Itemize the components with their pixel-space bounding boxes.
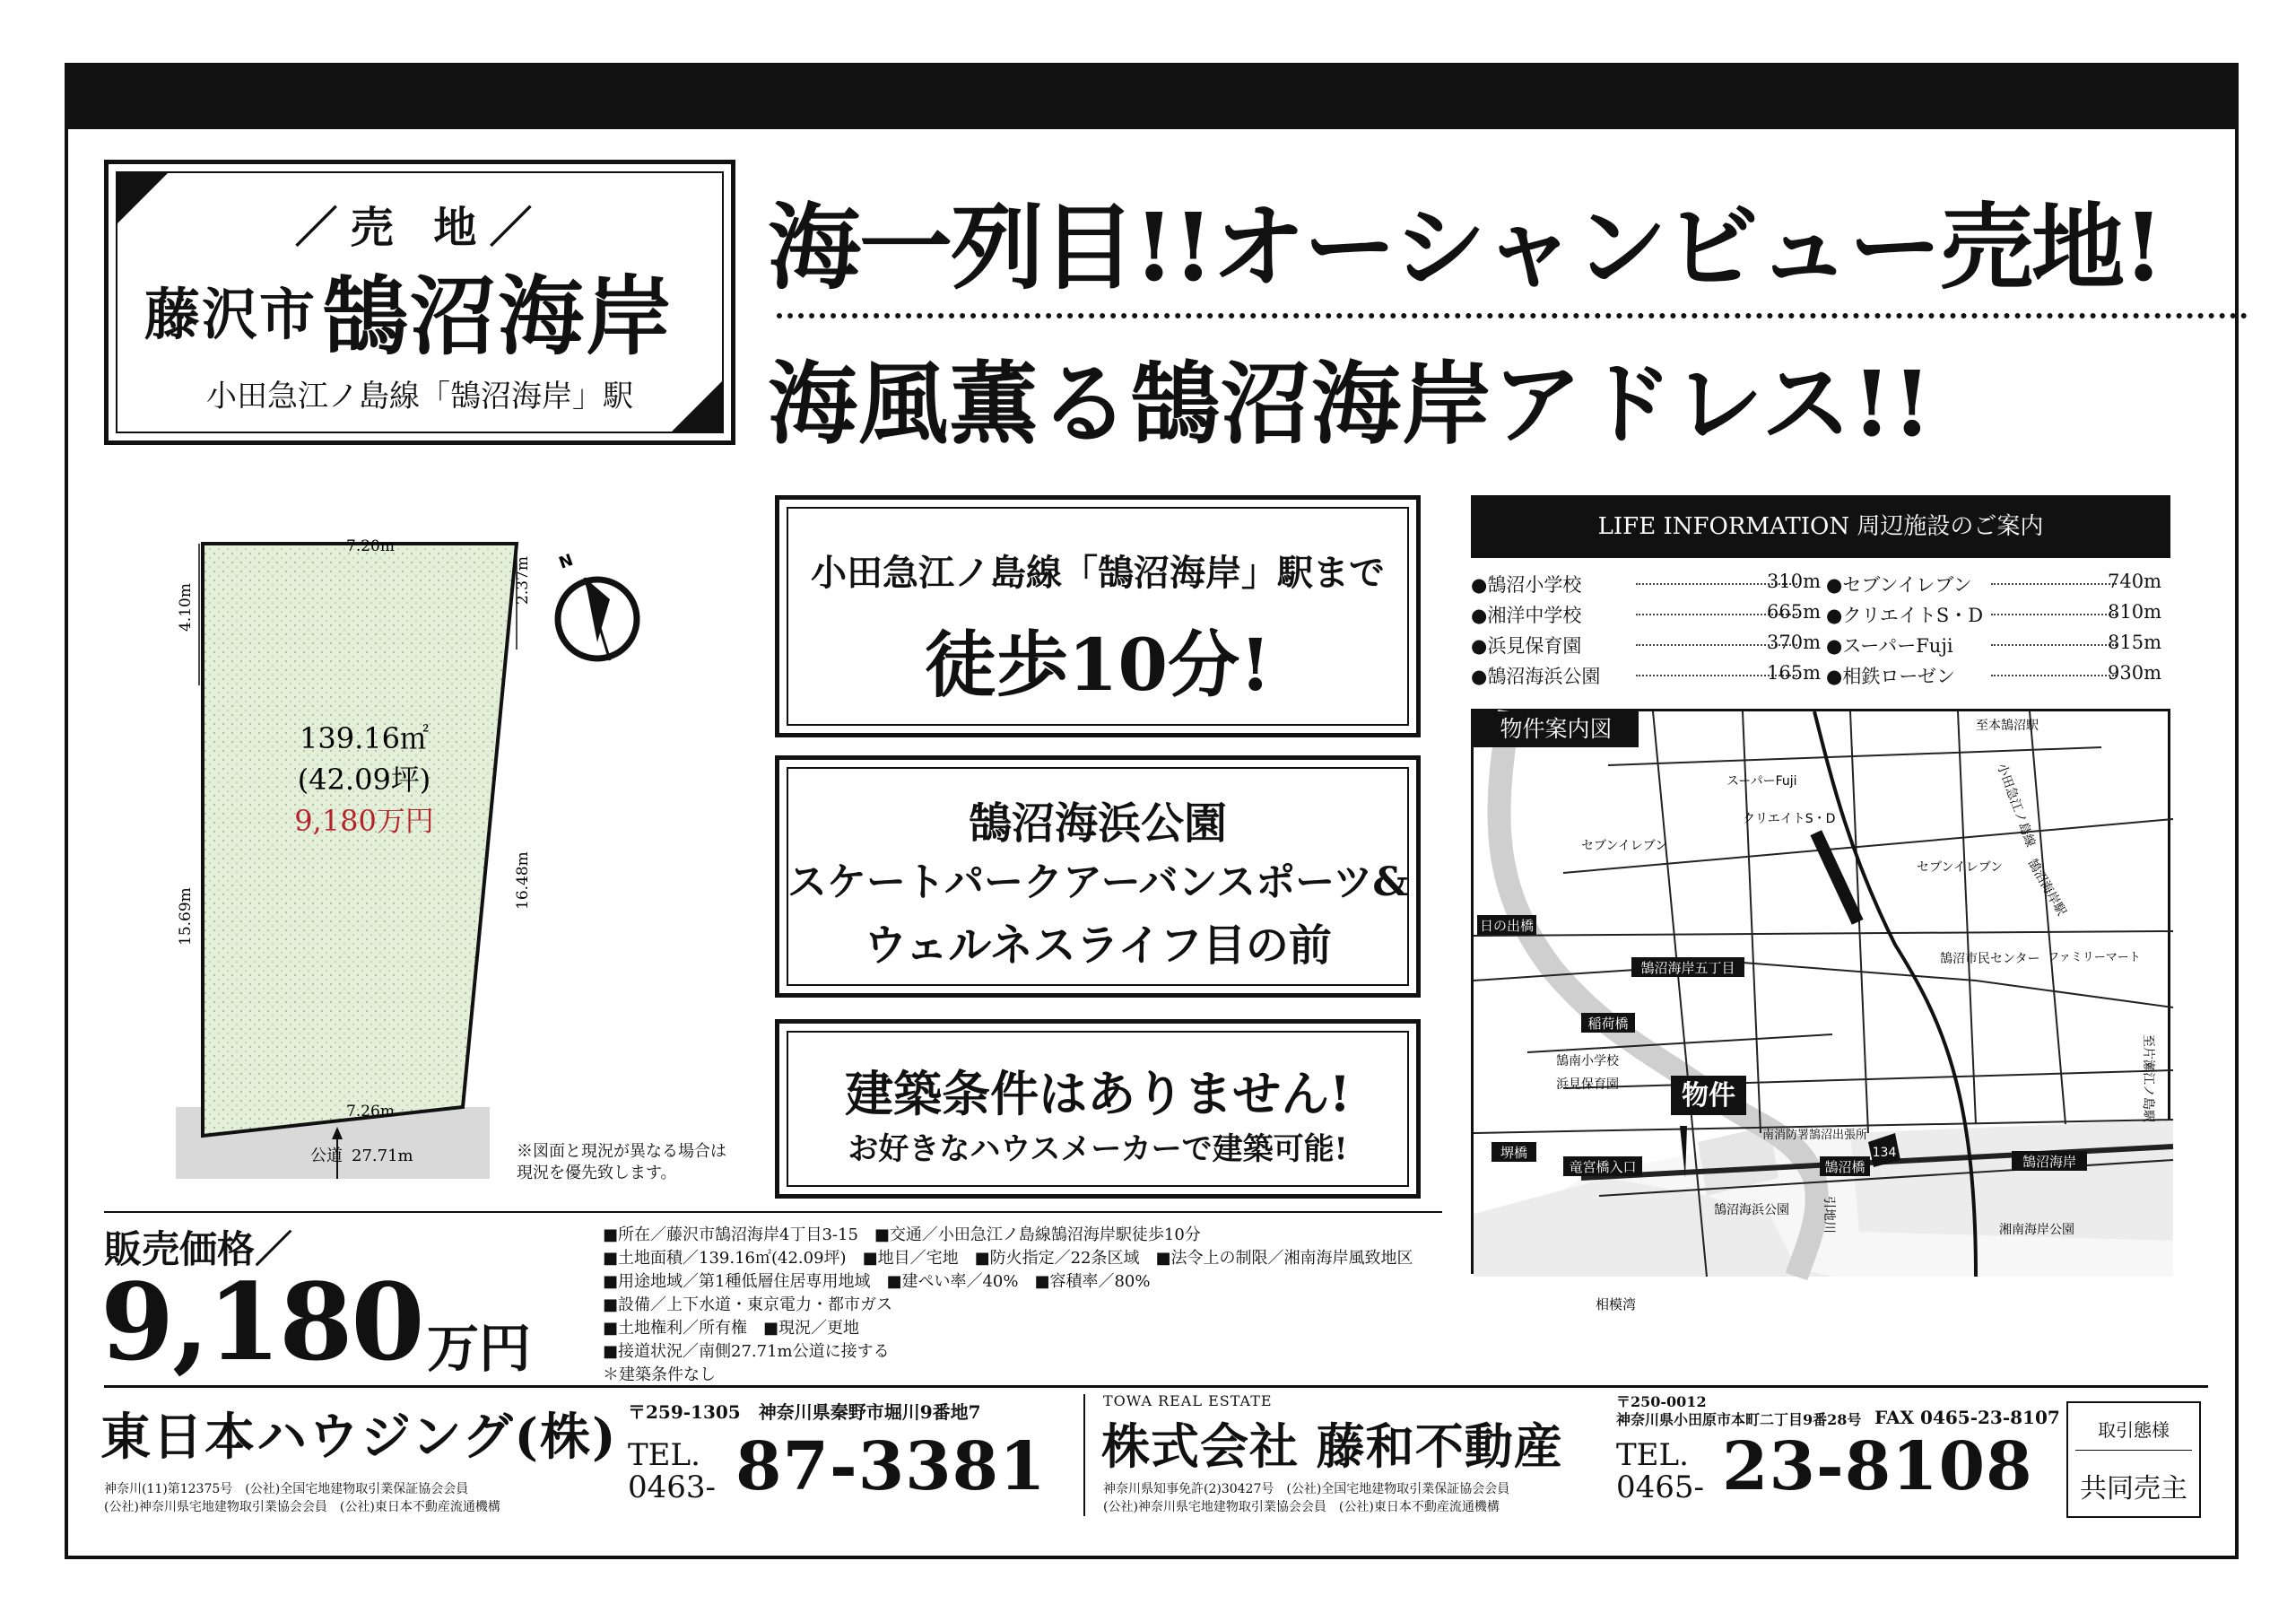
- detail-line: ＊建築条件なし: [603, 1365, 716, 1384]
- detail-line: ■用途地域／第1種低層住居専用地域 ■建ぺい率／40% ■容積率／80%: [603, 1272, 1151, 1291]
- map-station-dir: 至本鵠沼駅: [1976, 719, 2039, 733]
- detail-line: ■所在／藤沢市鵠沼海岸4丁目3-15 ■交通／小田急江ノ島線鵠沼海岸駅徒歩10分: [603, 1225, 1201, 1244]
- map-kaigan: 鵠沼海岸: [2022, 1154, 2077, 1170]
- top-bar: [68, 66, 2235, 129]
- transaction-type-box: [2066, 1401, 2201, 1518]
- company1-reg: 神奈川(11)第12375号 (公社)全国宅地建物取引業保証協会会員 (公社)神奈川県宅地建物取引業協会会員 (公社)東日本不動産流通機構: [104, 1482, 500, 1514]
- feature-box-access: [775, 495, 1421, 737]
- park-line2: スケートパークアーバンスポーツ&: [787, 859, 1409, 905]
- dim-bottom: 7.26m: [346, 1103, 395, 1121]
- map-create-sd: クリエイトS・D: [1743, 812, 1836, 826]
- sub-headline: 海風薫る鵠沼海岸アドレス!!: [768, 351, 1933, 457]
- company2-reg: 神奈川県知事免許(2)30427号 (公社)全国宅地建物取引業保証協会会員 (公社)神奈川県宅地建物取引業協会会員 (公社)東日本不動産流通機構: [1103, 1482, 1510, 1514]
- map-bay: 相模湾: [1596, 1296, 1637, 1312]
- station-line: 小田急江ノ島線「鵠沼海岸」駅: [206, 379, 633, 414]
- company1-address: 〒259-1305 神奈川県秦野市堀川9番地7: [628, 1401, 981, 1423]
- map-seven1: セブンイレブン: [1581, 839, 1668, 853]
- map-park: 鵠沼海浜公園: [1714, 1203, 1789, 1217]
- life-dist: 740m: [2108, 571, 2161, 592]
- life-item: ●相鉄ローゼン: [1826, 666, 1955, 687]
- transaction-type-label: 取引態様: [2098, 1419, 2170, 1441]
- dim-left-top: 4.10m: [177, 583, 195, 632]
- company2-address: 神奈川県小田原市本町二丁目9番28号: [1616, 1411, 1862, 1428]
- price-divider: [104, 1211, 1442, 1213]
- map-station: 鵠沼海岸駅: [2024, 857, 2069, 919]
- park-name: 鵠沼海浜公園: [968, 798, 1227, 849]
- map-family: ファミリーマート: [2048, 951, 2141, 964]
- life-dist: 165m: [1767, 662, 1821, 684]
- detail-line: ■土地面積／139.16㎡(42.09坪) ■地目／宅地 ■防火指定／22条区域 ■法令上の制限／湘南海岸風致地区: [603, 1249, 1413, 1268]
- life-item: ●クリエイトS・D: [1826, 605, 1984, 626]
- map-odakyu: 小田急江ノ島線: [1994, 761, 2038, 850]
- map-nursery: 浜見保育園: [1556, 1077, 1619, 1092]
- plot-area: 139.16㎡: [300, 721, 429, 755]
- plot-outline: [203, 544, 517, 1136]
- road-label: 公道: [310, 1147, 343, 1165]
- map-ryugu: 竜宮橋入口: [1569, 1159, 1637, 1175]
- title-plate: [104, 160, 735, 445]
- company1-name: 東日本ハウジング(株): [100, 1408, 618, 1467]
- map-katase: 至片瀬江ノ島駅: [2141, 1034, 2155, 1122]
- no-conditions: 建築条件はありません!: [845, 1065, 1351, 1122]
- dim-top: 7.20m: [346, 537, 395, 555]
- price-label: 販売価格／: [104, 1227, 293, 1271]
- life-item: ●スーパーFuji: [1826, 635, 1953, 657]
- company2-tel-label: TEL. 0465-: [1616, 1437, 1705, 1505]
- plot-note: [517, 1141, 726, 1184]
- map-hinode: 日の出橋: [1479, 918, 1535, 934]
- footer-separator: [1083, 1394, 1085, 1516]
- flyer-frame: [65, 63, 2239, 1559]
- plot-note-line2: 現況を優先致します。: [517, 1164, 677, 1182]
- map-inari: 稲荷橋: [1587, 1016, 1629, 1032]
- life-item: ●湘洋中学校: [1471, 605, 1582, 626]
- map-sakai: 堺橋: [1500, 1145, 1528, 1161]
- any-builder: お好きなハウスメーカーで建築可能!: [848, 1131, 1348, 1167]
- map-center: 鵠沼市民センター: [1940, 952, 2040, 966]
- life-item: ●セブンイレブン: [1826, 574, 1972, 596]
- road-width: 27.71m: [352, 1147, 413, 1165]
- life-dist: 370m: [1767, 632, 1821, 653]
- city-name: 藤沢市: [144, 282, 317, 347]
- map-fire: 南消防署鵠沼出張所: [1762, 1129, 1868, 1142]
- area-map: [1471, 709, 2170, 1312]
- company1-tel-label: TEL. 0463-: [628, 1437, 717, 1505]
- north-arrow-icon: [552, 549, 651, 666]
- headline-divider: [777, 313, 2248, 318]
- walk-time: 徒歩10分!: [924, 623, 1272, 707]
- dim-right-top: 2.37m: [514, 556, 532, 605]
- map-super-fuji: スーパーFuji: [1726, 774, 1797, 789]
- detail-line: ■接道状況／南側27.71m公道に接する: [603, 1342, 890, 1361]
- life-info-title: LIFE INFORMATION 周辺施設のご案内: [1471, 495, 2170, 558]
- dim-left: 15.69m: [177, 887, 195, 946]
- plot-tsubo: (42.09坪): [297, 763, 431, 797]
- north-label: N: [556, 550, 576, 573]
- map-kugenuma-bashi: 鵠沼橋: [1824, 1159, 1866, 1175]
- park-line3: ウェルネスライフ目の前: [864, 920, 1332, 971]
- company2-fax: FAX 0465-23-8107: [1874, 1407, 2060, 1428]
- life-item: ●浜見保育園: [1471, 635, 1582, 657]
- price-value: 9,180: [100, 1260, 423, 1384]
- map-seven2: セブンイレブン: [1917, 860, 2004, 875]
- map-school: 鵠南小学校: [1556, 1054, 1619, 1068]
- plot-price: 9,180万円: [294, 804, 434, 838]
- dim-right: 16.48m: [514, 851, 532, 910]
- property-label: 物件: [1682, 1080, 1735, 1112]
- life-dist: 310m: [1767, 571, 1821, 592]
- listing-category: ／売 地／: [294, 203, 545, 253]
- area-name: 鵠沼海岸: [322, 266, 674, 367]
- life-item: ●鵠沼小学校: [1471, 574, 1582, 596]
- price-unit: 万円: [427, 1318, 532, 1379]
- map-drawing: [1474, 711, 2173, 1312]
- plot-note-line1: ※図面と現況が異なる場合は: [517, 1142, 726, 1161]
- feature-box-park: [775, 755, 1421, 998]
- map-shonan: 湘南海岸公園: [1999, 1223, 2074, 1237]
- company2-tel-number: 23-8108: [1722, 1428, 2033, 1505]
- transaction-type-value: 共同売主: [2080, 1473, 2187, 1504]
- route-number: 134: [1872, 1146, 1897, 1160]
- life-item: ●鵠沼海浜公園: [1471, 666, 1601, 687]
- life-dist: 810m: [2108, 601, 2161, 623]
- company2-english: TOWA REAL ESTATE: [1103, 1392, 1273, 1409]
- map-river: 引地川: [1822, 1196, 1836, 1234]
- life-dist: 665m: [1767, 601, 1821, 623]
- feature-box-conditions: [775, 1019, 1421, 1199]
- detail-line: ■設備／上下水道・東京電力・都市ガス: [603, 1295, 893, 1314]
- company2-postal: 〒250-0012: [1616, 1393, 1707, 1410]
- life-dist: 930m: [2108, 662, 2161, 684]
- detail-line: ■土地権利／所有権 ■現況／更地: [603, 1319, 860, 1338]
- map-title: 物件案内図: [1474, 711, 1639, 747]
- company2-name: 株式会社 藤和不動産: [1101, 1417, 1563, 1475]
- plot-drawing: [176, 488, 597, 1179]
- access-line: 小田急江ノ島線「鵠沼海岸」駅まで: [811, 552, 1385, 594]
- title-plate-inner: [116, 171, 724, 433]
- life-dist: 815m: [2108, 632, 2161, 653]
- main-headline: 海一列目!!オーシャンビュー売地!: [768, 192, 2162, 302]
- property-details: [603, 1224, 1464, 1387]
- company1-tel-number: 87-3381: [735, 1428, 1047, 1505]
- map-godai: 鵠沼海岸五丁目: [1640, 960, 1735, 976]
